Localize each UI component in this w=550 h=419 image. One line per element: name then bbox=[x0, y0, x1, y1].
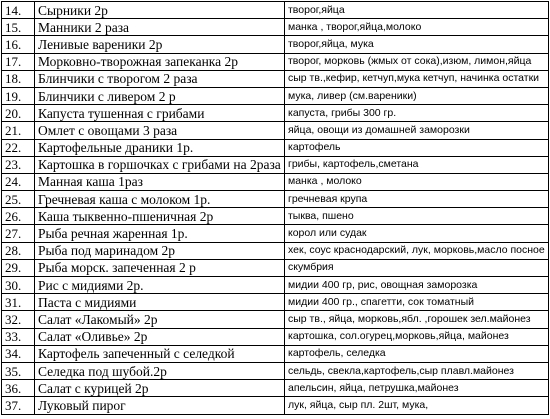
table-row bbox=[2, 122, 549, 139]
ingredients: апельсин, яйца, петрушка,майонез bbox=[285, 380, 549, 397]
ingredients: лук, яйца, сыр пл. 2шт, мука, bbox=[285, 397, 549, 414]
ingredients: корол или судак bbox=[285, 225, 549, 242]
table-row bbox=[2, 345, 549, 362]
table-row bbox=[2, 87, 549, 104]
dish-name: Рыба под маринадом 2р bbox=[35, 242, 285, 259]
dish-name: Картофельные драники 1р. bbox=[35, 139, 285, 156]
dish-name: Блинчики с творогом 2 раза bbox=[35, 70, 285, 87]
table-row bbox=[2, 225, 549, 242]
row-number: 25. bbox=[2, 191, 35, 208]
dish-name: Луковый пирог bbox=[35, 397, 285, 414]
ingredients: капуста, грибы 300 гр. bbox=[285, 105, 549, 122]
table-row bbox=[2, 70, 549, 87]
ingredients: творог,яйца bbox=[285, 2, 549, 19]
ingredients: манка , молоко bbox=[285, 173, 549, 190]
ingredients: сыр тв.,кефир, кетчуп,мука кетчуп, начинка остатки bbox=[285, 70, 549, 87]
table-row bbox=[2, 294, 549, 311]
table-row bbox=[2, 139, 549, 156]
table-row bbox=[2, 242, 549, 259]
table-row bbox=[2, 328, 549, 345]
dish-name: Салат «Лакомый» 2р bbox=[35, 311, 285, 328]
table-row bbox=[2, 191, 549, 208]
row-number: 36. bbox=[2, 380, 35, 397]
table-row bbox=[2, 36, 549, 53]
ingredients: гречневая крупа bbox=[285, 191, 549, 208]
table-row bbox=[2, 311, 549, 328]
table-row bbox=[2, 277, 549, 294]
row-number: 29. bbox=[2, 259, 35, 276]
ingredients: скумбрия bbox=[285, 259, 549, 276]
dish-name: Манники 2 раза bbox=[35, 19, 285, 36]
row-number: 24. bbox=[2, 173, 35, 190]
table-row bbox=[2, 362, 549, 379]
dish-name: Морковно-творожная запеканка 2р bbox=[35, 53, 285, 70]
dish-name: Омлет с овощами 3 раза bbox=[35, 122, 285, 139]
ingredients: картошка, сол.огурец,морковь,яйца, майонез bbox=[285, 328, 549, 345]
row-number: 23. bbox=[2, 156, 35, 173]
row-number: 33. bbox=[2, 328, 35, 345]
dish-name: Каша тыквенно-пшеничная 2р bbox=[35, 208, 285, 225]
row-number: 34. bbox=[2, 345, 35, 362]
dish-name: Салат с курицей 2р bbox=[35, 380, 285, 397]
dish-name: Картофель запеченный с селедкой bbox=[35, 345, 285, 362]
table-row bbox=[2, 19, 549, 36]
ingredients: яйца, овощи из домашней заморозки bbox=[285, 122, 549, 139]
dish-name: Капуста тушенная с грибами bbox=[35, 105, 285, 122]
table-row bbox=[2, 259, 549, 276]
dish-name: Салат «Оливье» 2р bbox=[35, 328, 285, 345]
row-number: 31. bbox=[2, 294, 35, 311]
ingredients: творог, морковь (жмых от сока),изюм, лимон,яйца bbox=[285, 53, 549, 70]
ingredients: манка , творог,яйца,молоко bbox=[285, 19, 549, 36]
dish-name: Блинчики с ливером 2 р bbox=[35, 87, 285, 104]
ingredients: мидии 400 гр., спагетти, сок томатный bbox=[285, 294, 549, 311]
ingredients: сельдь, свекла,картофель,сыр плавл.майонез bbox=[285, 362, 549, 379]
row-number: 27. bbox=[2, 225, 35, 242]
ingredients: мидии 400 гр, рис, овощная заморозка bbox=[285, 277, 549, 294]
ingredients: творог,яйца, мука bbox=[285, 36, 549, 53]
table-row bbox=[2, 2, 549, 19]
table-row bbox=[2, 105, 549, 122]
row-number: 32. bbox=[2, 311, 35, 328]
row-number: 28. bbox=[2, 242, 35, 259]
dish-name: Селедка под шубой.2р bbox=[35, 362, 285, 379]
row-number: 22. bbox=[2, 139, 35, 156]
dish-name: Рыба морск. запеченная 2 р bbox=[35, 259, 285, 276]
ingredients: картофель, селедка bbox=[285, 345, 549, 362]
row-number: 30. bbox=[2, 277, 35, 294]
dish-name: Рыба речная жаренная 1р. bbox=[35, 225, 285, 242]
table-row bbox=[2, 156, 549, 173]
row-number: 16. bbox=[2, 36, 35, 53]
row-number: 18. bbox=[2, 70, 35, 87]
menu-table bbox=[1, 1, 549, 415]
dish-name: Гречневая каша с молоком 1р. bbox=[35, 191, 285, 208]
ingredients: картофель bbox=[285, 139, 549, 156]
dish-name: Рис с мидиями 2р. bbox=[35, 277, 285, 294]
row-number: 37. bbox=[2, 397, 35, 414]
table-row bbox=[2, 208, 549, 225]
menu-table-body bbox=[2, 2, 549, 415]
ingredients: хек, соус краснодарский, лук, морковь,масло посное bbox=[285, 242, 549, 259]
dish-name: Ленивые вареники 2р bbox=[35, 36, 285, 53]
row-number: 35. bbox=[2, 362, 35, 379]
table-row bbox=[2, 380, 549, 397]
ingredients: тыква, пшено bbox=[285, 208, 549, 225]
row-number: 26. bbox=[2, 208, 35, 225]
ingredients: грибы, картофель,сметана bbox=[285, 156, 549, 173]
row-number: 14. bbox=[2, 2, 35, 19]
row-number: 15. bbox=[2, 19, 35, 36]
dish-name: Паста с мидиями bbox=[35, 294, 285, 311]
table-row bbox=[2, 53, 549, 70]
dish-name: Сырники 2р bbox=[35, 2, 285, 19]
row-number: 19. bbox=[2, 87, 35, 104]
row-number: 21. bbox=[2, 122, 35, 139]
dish-name: Манная каша 1раз bbox=[35, 173, 285, 190]
row-number: 20. bbox=[2, 105, 35, 122]
ingredients: мука, ливер (см.вареники) bbox=[285, 87, 549, 104]
ingredients: сыр тв., яйца, морковь,ябл. ,горошек зел.майонез bbox=[285, 311, 549, 328]
dish-name: Картошка в горшочках с грибами на 2раза bbox=[35, 156, 285, 173]
table-row bbox=[2, 173, 549, 190]
table-row bbox=[2, 397, 549, 414]
row-number: 17. bbox=[2, 53, 35, 70]
